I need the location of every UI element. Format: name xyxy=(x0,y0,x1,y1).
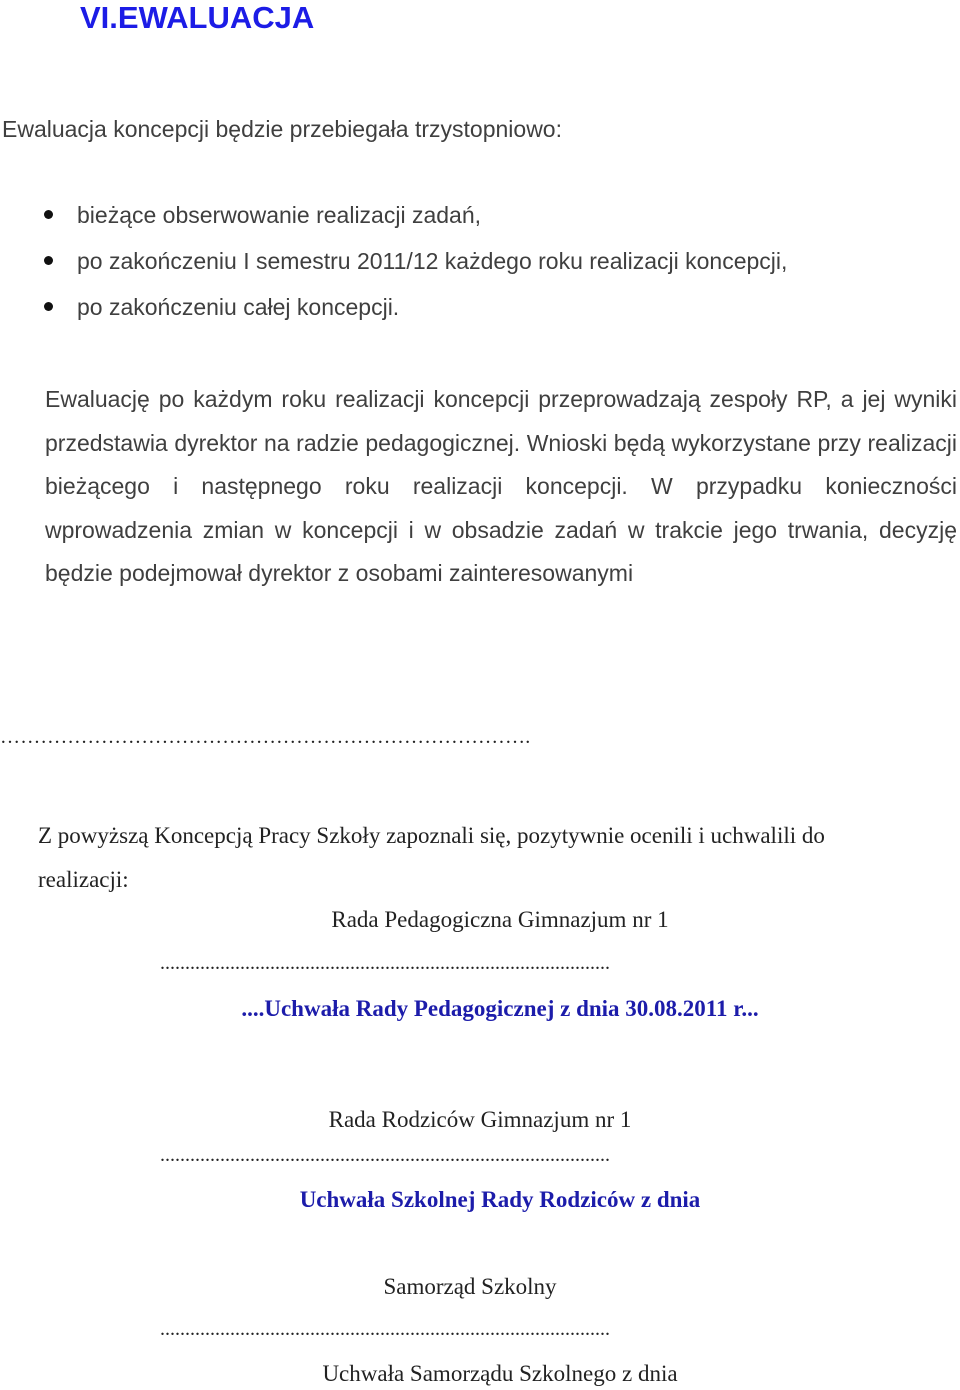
signature-samorzad: Samorząd Szkolny xyxy=(383,1274,557,1299)
approval-text: Z powyższą Koncepcją Pracy Szkoły zapoznali się, pozytywnie ocenili i uchwalili do realizacji: xyxy=(38,823,825,892)
resolution-rada-pedagogiczna: ....Uchwała Rady Pedagogicznej z dnia 30.08.2011 r... xyxy=(241,996,759,1021)
list-item: po zakończeniu całej koncepcji. xyxy=(0,292,787,338)
resolution-samorzad: Uchwała Samorządu Szkolnego z dnia xyxy=(322,1361,678,1386)
intro-text: Ewaluacja koncepcji będzie przebiegała trzystopniowo: xyxy=(2,116,562,142)
signature-dots: .......................................................................................... xyxy=(160,1144,610,1166)
evaluation-stages-list xyxy=(0,200,787,338)
bullet-icon xyxy=(44,302,53,311)
list-item: bieżące obserwowanie realizacji zadań, xyxy=(0,200,787,246)
list-item: po zakończeniu I semestru 2011/12 każdego roku realizacji koncepcji, xyxy=(0,246,787,292)
evaluation-paragraph: Ewaluację po każdym roku realizacji koncepcji przeprowadzają zespoły RP, a jej wyniki przedstawia dyrektor na radzie pedagogicznej. Wnioski będą wykorzystane przy realizacji bieżącego i następnego roku realizacji koncepcji. W przypadku konieczności wprowadzenia zmian w koncepcji i w obsadzie zadań w trakcie jego trwania, decyzję będzie podejmował dyrektor z osobami zainteresowanymi xyxy=(45,386,957,586)
section-title: VI.EWALUACJA xyxy=(80,0,315,35)
signature-rada-pedagogiczna: Rada Pedagogiczna Gimnazjum nr 1 xyxy=(331,907,669,932)
signature-dots: .......................................................................................... xyxy=(160,952,610,974)
bullet-icon xyxy=(44,210,53,219)
signature-dots: .......................................................................................... xyxy=(160,1318,610,1340)
separator-line: ……………………………………………………………………. xyxy=(0,726,531,748)
bullet-icon xyxy=(44,256,53,265)
resolution-rada-rodzicow: Uchwała Szkolnej Rady Rodziców z dnia xyxy=(299,1187,701,1212)
signature-rada-rodzicow: Rada Rodziców Gimnazjum nr 1 xyxy=(328,1107,632,1132)
